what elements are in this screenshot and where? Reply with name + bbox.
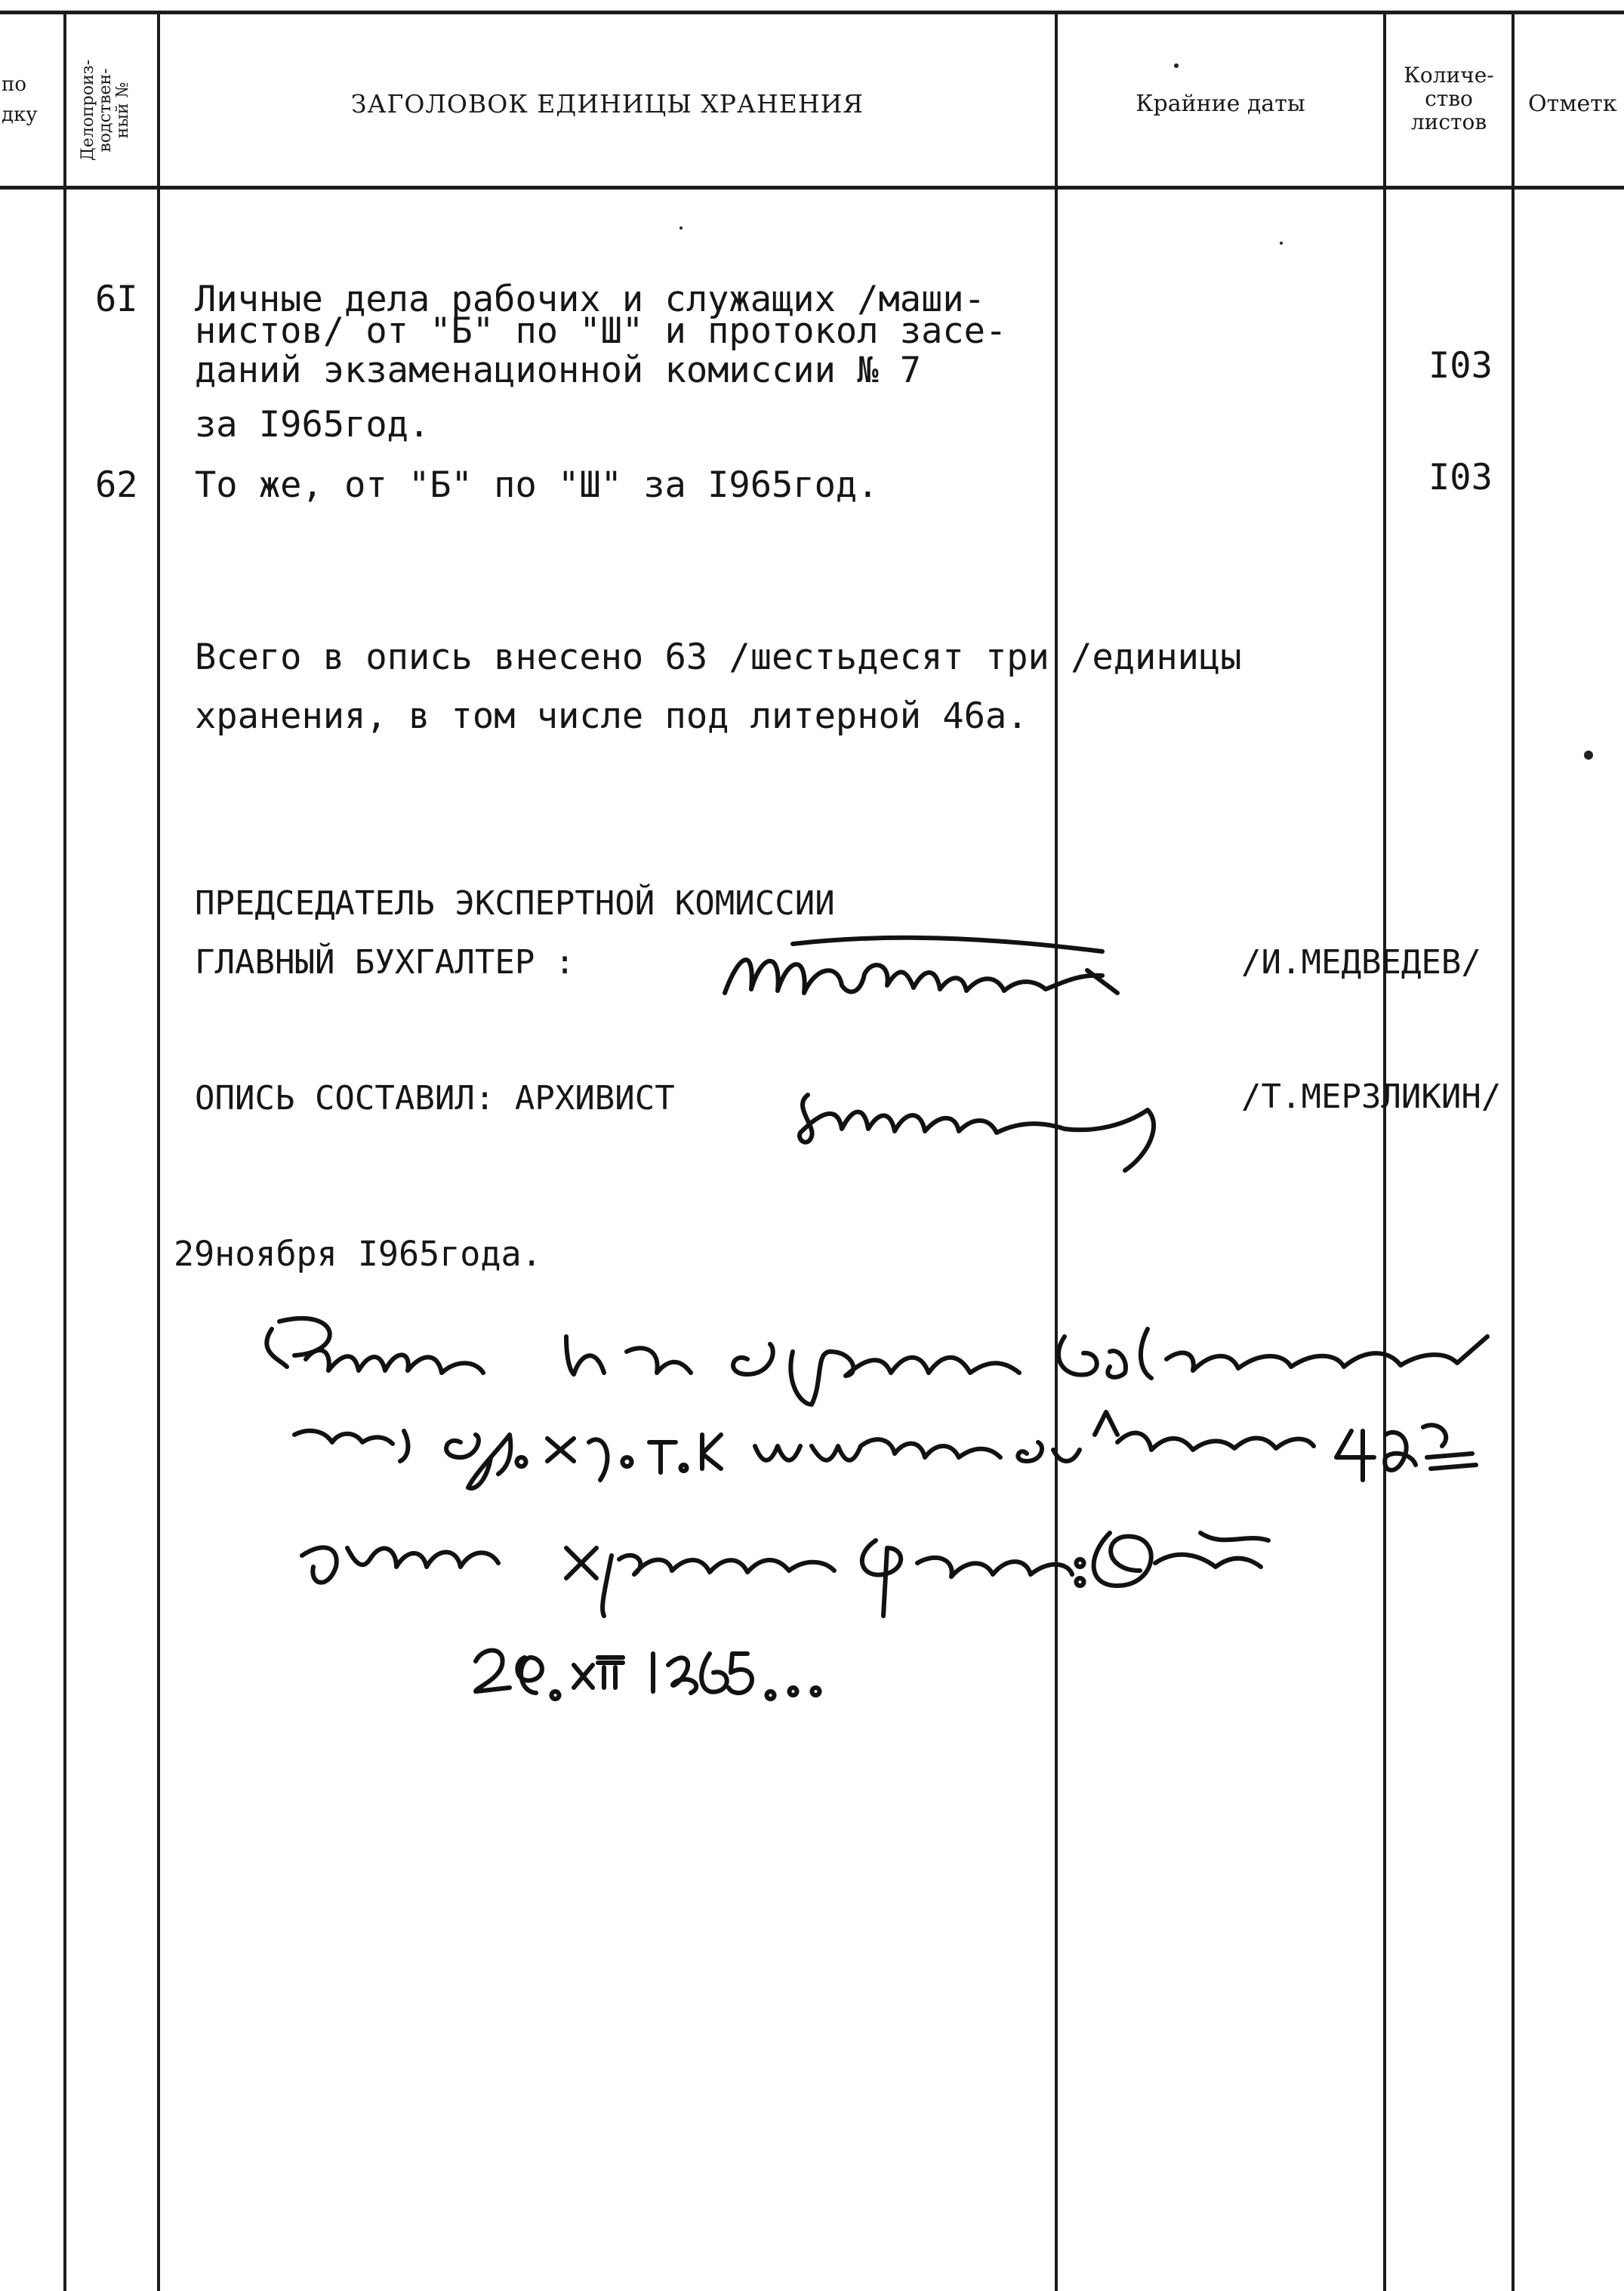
ink-speck: [1174, 63, 1179, 68]
accountant-name: /И.МЕДВЕДЕВ/: [1241, 943, 1481, 982]
column-divider-5: [1512, 11, 1515, 2291]
entry-title-line: То же, от "Б" по "Ш" за I965год.: [195, 464, 879, 506]
commission-chair-label: ПРЕДСЕДАТЕЛЬ ЭКСПЕРТНОЙ КОМИССИИ: [195, 884, 835, 923]
entry-title-line: Личные дела рабочих и служащих /маши-: [195, 279, 985, 320]
summary-line: хранения, в том числе под литерной 46а.: [195, 695, 1028, 737]
title-column-header: ЗАГОЛОВОК ЕДИНИЦЫ ХРАНЕНИЯ: [350, 89, 864, 119]
entry-sheet-count: I03: [1428, 345, 1493, 387]
archivist-name: /Т.МЕРЗЛИКИН/: [1241, 1078, 1502, 1116]
entry-number: 62: [95, 464, 138, 506]
chief-accountant-label: ГЛАВНЫЙ БУХГАЛТЕР :: [195, 943, 575, 982]
sheets-count-column-header: Количе- ство листов: [1404, 63, 1494, 134]
entry-number: 6I: [95, 279, 138, 320]
compilation-date: 29ноября I965года.: [174, 1234, 542, 1274]
entry-title-line: нистов/ от "Б" по "Ш" и протокол засе-: [195, 310, 1007, 352]
ink-speck: [1280, 242, 1283, 245]
marks-column-header: Отметк: [1528, 91, 1617, 117]
order-column-header: по дку: [2, 73, 38, 126]
dates-column-header: Крайние даты: [1136, 91, 1305, 117]
column-divider-1: [63, 11, 66, 2291]
ink-speck: [1584, 751, 1593, 760]
handwritten-acceptance-note: [249, 1306, 1533, 1744]
entry-sheet-count: I03: [1428, 457, 1493, 498]
office-number-column-header: Делопроиз- водствен- ный №: [79, 59, 132, 162]
accountant-signature: [710, 921, 1163, 1019]
entry-title-line: даний экзаменационной комиссии № 7: [195, 350, 922, 391]
archivist-signature: [793, 1065, 1185, 1178]
summary-line: Всего в опись внесено 63 /шестьдесят три /единицы: [195, 637, 1242, 678]
entry-title-line: за I965год.: [195, 404, 430, 446]
ink-speck: [679, 227, 683, 230]
column-divider-2: [157, 11, 160, 2291]
header-bottom-border: [0, 186, 1624, 190]
compiled-by-label: ОПИСЬ СОСТАВИЛ: АРХИВИСТ: [195, 1079, 675, 1118]
top-border: [0, 11, 1624, 14]
column-divider-4: [1383, 11, 1386, 2291]
handwritten-note-line: [0, 0, 1, 1]
